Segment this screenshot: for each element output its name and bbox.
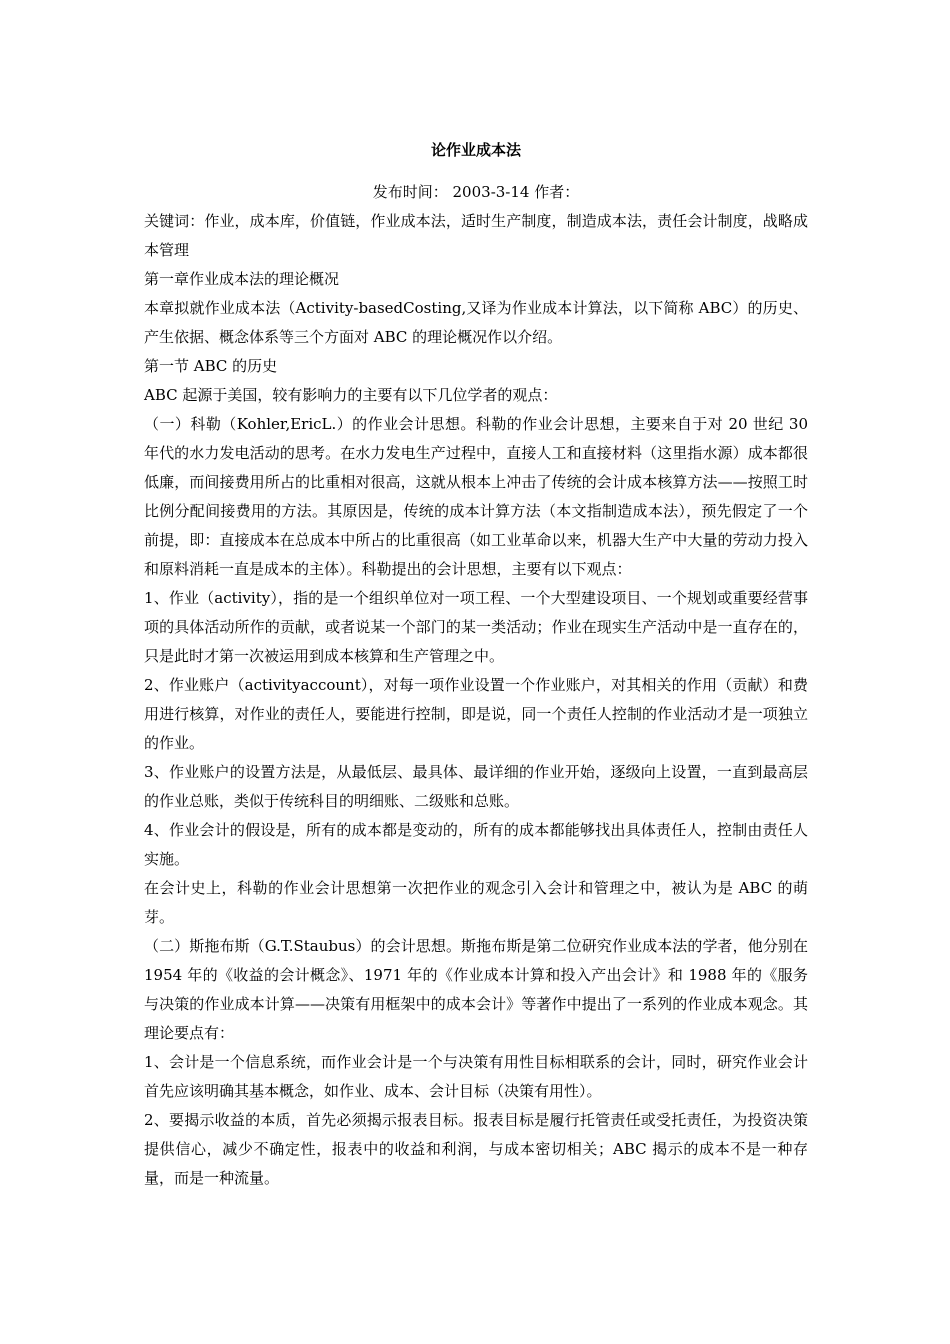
- kohler-point-2: 2、作业账户（activityaccount），对每一项作业设置一个作业账户，对其相关的作用（贡献）和费用进行核算，对作业的责任人，要能进行控制，即是说，同一个责任人控制的作业活动才是一项独立的作业。: [144, 676, 808, 752]
- kohler-point-1: 1、作业（activity），指的是一个组织单位对一项工程、一个大型建设项目、一个规划或重要经营事项的具体活动所作的贡献，或者说某一个部门的某一类活动；作业在现实生产活动中是一直存在的，只是此时才第一次被运用到成本核算和生产管理之中。: [144, 589, 808, 665]
- document-title: 论作业成本法: [430, 141, 521, 159]
- section-heading: 第一节 ABC 的历史: [144, 357, 278, 375]
- kohler-paragraph: （一）科勒（Kohler,EricL.）的作业会计思想。科勒的作业会计思想，主要来自于对 20 世纪 30 年代的水力发电活动的思考。在水力发电生产过程中，直接人工和直接材料（这里指水源）成本都很低廉，而间接费用所占的比重相对很高，这就从根本上冲击了传统的会计成本核算方法——按照工时比例分配间接费用的方法。其原因是，传统的成本计算方法（本文指制造成本法），预先假定了一个前提，即：直接成本在总成本中所占的比重很高（如工业革命以来，机器大生产中大量的劳动力投入和原料消耗一直是成本的主体）。科勒提出的会计思想，主要有以下观点：: [144, 415, 808, 578]
- document-page: [144, 138, 808, 1193]
- staubus-point-2: 2、要揭示收益的本质，首先必须揭示报表目标。报表目标是履行托管责任或受托责任，为投资决策提供信心，减少不确定性，报表中的收益和利润，与成本密切相关；ABC 揭示的成本不是一种存量，而是一种流量。: [144, 1111, 808, 1187]
- keywords-paragraph: 关键词：作业，成本库，价值链，作业成本法，适时生产制度，制造成本法，责任会计制度，战略成本管理: [144, 212, 808, 259]
- publish-meta: 发布时间： 2003-3-14 作者：: [372, 183, 580, 201]
- kohler-point-3: 3、作业账户的设置方法是，从最低层、最具体、最详细的作业开始，逐级向上设置，一直到最高层的作业总账，类似于传统科目的明细账、二级账和总账。: [144, 763, 808, 810]
- staubus-paragraph: （二）斯拖布斯（G.T.Staubus）的会计思想。斯拖布斯是第二位研究作业成本法的学者，他分别在 1954 年的《收益的会计概念》、1971 年的《作业成本计算和投入产出会计》和 1988 年的《服务与决策的作业成本计算——决策有用框架中的成本会计》等著作中提出了一系列的作业成本观念。其理论要点有：: [144, 937, 808, 1042]
- staubus-point-1: 1、会计是一个信息系统，而作业会计是一个与决策有用性目标相联系的会计，同时，研究作业会计首先应该明确其基本概念，如作业、成本、会计目标（决策有用性）。: [144, 1053, 808, 1100]
- chapter-intro-paragraph: 本章拟就作业成本法（Activity-basedCosting,又译为作业成本计算法，以下简称 ABC）的历史、产生依据、概念体系等三个方面对 ABC 的理论概况作以介绍。: [144, 299, 808, 346]
- chapter-heading: 第一章作业成本法的理论概况: [144, 270, 340, 288]
- history-intro-paragraph: ABC 起源于美国，较有影响力的主要有以下几位学者的观点：: [144, 386, 558, 404]
- kohler-point-4: 4、作业会计的假设是，所有的成本都是变动的，所有的成本都能够找出具体责任人，控制由责任人实施。: [144, 821, 808, 868]
- kohler-summary-paragraph: 在会计史上，科勒的作业会计思想第一次把作业的观念引入会计和管理之中，被认为是 ABC 的萌芽。: [144, 879, 808, 926]
